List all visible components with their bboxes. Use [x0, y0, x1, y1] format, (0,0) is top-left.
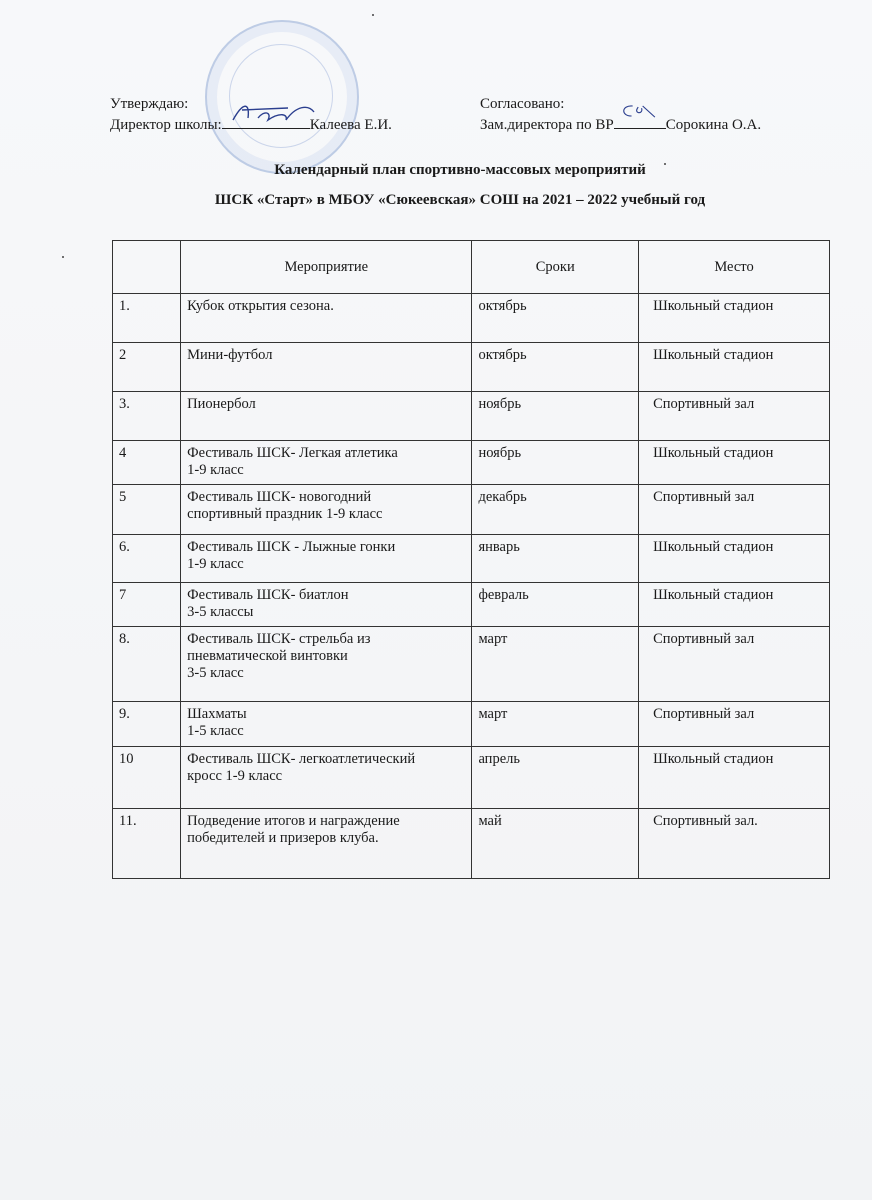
row-date: март	[472, 702, 639, 747]
row-place: Спортивный зал.	[639, 809, 830, 879]
scan-speck	[62, 256, 64, 258]
row-number: 2	[113, 343, 181, 392]
table-row	[113, 702, 830, 747]
event-text: Мини-футбол	[187, 347, 273, 363]
row-event	[181, 441, 472, 485]
event-text: спортивный праздник 1-9 класс	[187, 506, 383, 522]
row-place: Школьный стадион	[639, 583, 830, 627]
row-date: январь	[472, 535, 639, 583]
event-text: кросс 1-9 класс	[187, 768, 283, 784]
row-place: Школьный стадион	[639, 441, 830, 485]
row-date: май	[472, 809, 639, 879]
agreement-signature-line	[480, 114, 840, 135]
approval-position: Директор школы:	[110, 117, 222, 133]
row-place: Спортивный зал	[639, 392, 830, 441]
agreement-position: Зам.директора по ВР	[480, 117, 614, 133]
header-event: Мероприятие	[181, 241, 472, 294]
approval-block	[110, 94, 440, 135]
row-date: апрель	[472, 747, 639, 809]
row-date: ноябрь	[472, 441, 639, 485]
approval-signature-line	[110, 114, 440, 135]
event-text: Фестиваль ШСК- Легкая атлетика	[187, 445, 398, 461]
row-event	[181, 583, 472, 627]
event-text: Фестиваль ШСК- легкоатлетический	[187, 751, 416, 767]
deputy-name: Сорокина О.А.	[665, 117, 762, 133]
event-text: Фестиваль ШСК- новогодний	[187, 489, 372, 505]
row-number: 8.	[113, 627, 181, 702]
row-place: Спортивный зал	[639, 702, 830, 747]
row-date: декабрь	[472, 485, 639, 535]
agreement-block	[480, 94, 840, 135]
row-date: март	[472, 627, 639, 702]
event-text: Фестиваль ШСК - Лыжные гонки	[187, 539, 396, 555]
table-row	[113, 343, 830, 392]
event-text: Подведение итогов и награждение	[187, 813, 400, 829]
row-number: 6.	[113, 535, 181, 583]
row-event	[181, 343, 472, 392]
table-row	[113, 294, 830, 343]
deputy-signature-field	[614, 114, 666, 129]
row-number: 1.	[113, 294, 181, 343]
table-row	[113, 535, 830, 583]
scan-speck	[664, 163, 666, 165]
header-place: Место	[639, 241, 830, 294]
row-number: 11.	[113, 809, 181, 879]
director-name: Калеева Е.И.	[309, 117, 392, 133]
row-event	[181, 809, 472, 879]
row-number: 10	[113, 747, 181, 809]
plan-subtitle: ШСК «Старт» в МБОУ «Сюкеевская» СОШ на 2021 – 2022 учебный год	[214, 192, 706, 208]
agreement-heading: Согласовано:	[480, 96, 565, 112]
table-header-row	[113, 241, 830, 294]
row-place: Школьный стадион	[639, 343, 830, 392]
event-text: Фестиваль ШСК- биатлон	[187, 587, 349, 603]
row-event	[181, 702, 472, 747]
table-row	[113, 627, 830, 702]
event-text: Кубок открытия сезона.	[187, 298, 334, 314]
event-text: 1-9 класс	[187, 462, 244, 478]
event-text: пневматической винтовки	[187, 648, 348, 664]
table-row	[113, 747, 830, 809]
event-text: Шахматы	[187, 706, 247, 722]
row-event	[181, 747, 472, 809]
row-event	[181, 535, 472, 583]
event-text: 3-5 класс	[187, 665, 244, 681]
row-date: октябрь	[472, 343, 639, 392]
table-row	[113, 809, 830, 879]
table-row	[113, 392, 830, 441]
row-number: 3.	[113, 392, 181, 441]
scan-speck	[372, 14, 374, 16]
deputy-signature-icon	[616, 96, 666, 126]
row-event	[181, 627, 472, 702]
row-place: Школьный стадион	[639, 294, 830, 343]
plan-title: Календарный план спортивно-массовых мероприятий	[274, 162, 646, 178]
header-dates: Сроки	[472, 241, 639, 294]
row-date: ноябрь	[472, 392, 639, 441]
events-table	[112, 240, 830, 879]
table-row	[113, 485, 830, 535]
row-number: 7	[113, 583, 181, 627]
row-place: Школьный стадион	[639, 747, 830, 809]
event-text: 3-5 классы	[187, 604, 254, 620]
table-row	[113, 583, 830, 627]
row-event	[181, 294, 472, 343]
table-row	[113, 441, 830, 485]
header-number	[113, 241, 181, 294]
event-text: 1-9 класс	[187, 556, 244, 572]
row-number: 4	[113, 441, 181, 485]
row-place: Спортивный зал	[639, 485, 830, 535]
row-place: Школьный стадион	[639, 535, 830, 583]
row-event	[181, 485, 472, 535]
row-date: октябрь	[472, 294, 639, 343]
event-text: 1-5 класс	[187, 723, 244, 739]
row-place: Спортивный зал	[639, 627, 830, 702]
director-signature-field	[222, 114, 310, 129]
director-signature-icon	[228, 98, 318, 128]
row-event	[181, 392, 472, 441]
row-number: 9.	[113, 702, 181, 747]
approval-heading: Утверждаю:	[110, 96, 189, 112]
event-text: Фестиваль ШСК- стрельба из	[187, 631, 371, 647]
row-number: 5	[113, 485, 181, 535]
event-text: Пионербол	[187, 396, 256, 412]
event-text: победителей и призеров клуба.	[187, 830, 379, 846]
row-date: февраль	[472, 583, 639, 627]
